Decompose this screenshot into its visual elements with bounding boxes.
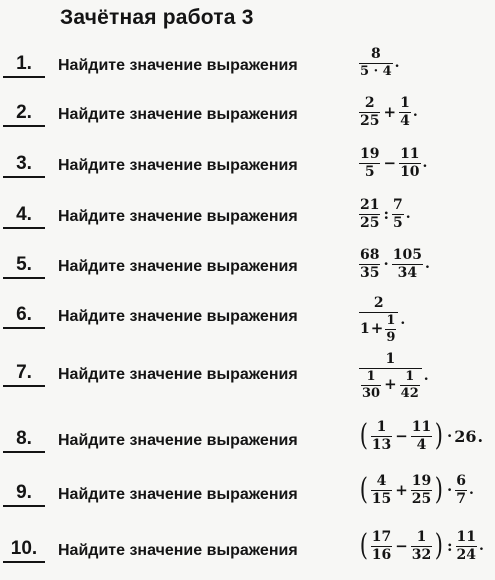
numerator: 1 (366, 368, 376, 384)
number-underline (3, 176, 45, 178)
numerator: 21 (360, 197, 380, 213)
problem-number: 4. (16, 204, 32, 225)
operator: · (383, 255, 389, 274)
math-expression (358, 296, 405, 345)
problem-prompt: Найдите значение выражения (58, 208, 298, 225)
denominator: 4 (416, 436, 427, 453)
right-parenthesis: ) (435, 528, 444, 564)
fraction (385, 314, 396, 345)
period: . (479, 538, 484, 555)
denominator: 5 (364, 163, 375, 180)
operator: + (383, 103, 397, 122)
problem-3 (0, 145, 495, 185)
problem-1 (0, 45, 495, 85)
complex-fraction (359, 352, 422, 401)
numerator: 1 (385, 351, 396, 367)
number-underline (3, 385, 45, 387)
denominator: 34 (397, 264, 418, 281)
fraction (455, 474, 467, 507)
problem-prompt: Найдите значение выражения (58, 432, 298, 449)
fraction (392, 248, 423, 281)
fraction (411, 530, 432, 563)
fraction (392, 198, 404, 231)
problem-number: 7. (16, 362, 32, 383)
left-parenthesis: ( (359, 418, 368, 454)
fraction (371, 474, 392, 507)
problem-prompt: Найдите значение выражения (58, 258, 298, 275)
number-underline (3, 561, 45, 563)
period: . (468, 482, 474, 499)
numerator: 1 (400, 95, 410, 111)
problem-prompt: Найдите значение выражения (58, 57, 298, 74)
fraction (371, 530, 392, 563)
denominator: 7 (456, 490, 466, 507)
operator: : (446, 537, 453, 556)
fraction (456, 530, 477, 563)
problem-number: 2. (16, 102, 32, 123)
right-parenthesis: ) (435, 472, 444, 508)
number-underline (3, 125, 45, 127)
math-expression (358, 147, 427, 180)
fraction (399, 147, 420, 180)
math-expression (358, 198, 411, 231)
numerator: 6 (456, 473, 466, 489)
denominator: 42 (400, 385, 419, 401)
numerator: 1 (376, 419, 387, 435)
fraction (411, 420, 432, 453)
denominator: 25 (360, 112, 380, 129)
operator: · (446, 481, 453, 500)
problem-prompt: Найдите значение выражения (58, 542, 298, 559)
fraction (359, 198, 380, 231)
numerator: 2 (364, 95, 375, 111)
number-underline (3, 76, 45, 78)
number-underline (3, 277, 45, 279)
operator: − (383, 154, 397, 173)
period: . (412, 104, 418, 121)
math-expression (358, 248, 430, 281)
problem-number: 5. (16, 254, 32, 275)
fraction (411, 474, 432, 507)
numerator: 11 (400, 146, 420, 162)
fraction (400, 370, 420, 401)
operator: − (395, 537, 408, 556)
denominator: 15 (371, 490, 392, 507)
problem-prompt: Найдите значение выражения (58, 157, 298, 174)
problem-7 (0, 351, 495, 401)
numerator: 2 (373, 295, 384, 311)
math-expression (358, 530, 484, 563)
numerator: 105 (392, 247, 422, 263)
problem-5 (0, 246, 495, 286)
integer-part: 1 (360, 320, 370, 337)
numerator: 19 (360, 146, 380, 162)
problem-number: 10. (10, 538, 38, 559)
denominator: 32 (411, 546, 432, 563)
denominator: 25 (411, 490, 432, 507)
worksheet-title: Зачётная работа 3 (60, 6, 254, 29)
operator: · (446, 427, 453, 446)
fraction (399, 96, 411, 129)
integer-factor: 26 (454, 426, 477, 446)
problem-prompt: Найдите значение выражения (58, 366, 298, 383)
numerator: 1 (405, 368, 415, 384)
numerator: 17 (371, 529, 392, 545)
denominator: 10 (400, 163, 420, 180)
operator: − (395, 427, 408, 446)
problem-9 (0, 474, 495, 514)
denominator: 16 (371, 546, 392, 563)
problem-number: 9. (16, 482, 32, 503)
fraction (371, 420, 392, 453)
math-expression (358, 420, 483, 453)
operator: : (383, 205, 390, 224)
fraction (361, 370, 381, 401)
numerator: 68 (360, 247, 380, 263)
left-parenthesis: ( (359, 528, 368, 564)
problem-number: 3. (16, 153, 32, 174)
denominator: 5 (393, 214, 403, 231)
fraction (359, 147, 380, 180)
fraction (359, 248, 380, 281)
problem-prompt: Найдите значение выражения (58, 308, 298, 325)
problem-number: 1. (16, 53, 32, 74)
period: . (424, 256, 430, 273)
problem-2 (0, 94, 495, 134)
operator: + (395, 481, 408, 500)
fraction (359, 96, 380, 129)
math-expression (358, 474, 474, 507)
problem-4 (0, 196, 495, 236)
period: . (405, 206, 411, 223)
denominator: 13 (371, 436, 392, 453)
denominator: 4 (400, 112, 410, 129)
right-parenthesis: ) (435, 418, 444, 454)
denominator (359, 370, 422, 401)
number-underline (3, 451, 45, 453)
left-parenthesis: ( (359, 472, 368, 508)
denominator: 25 (360, 214, 380, 231)
numerator: 8 (370, 46, 381, 62)
problem-number: 6. (16, 304, 32, 325)
period: . (422, 155, 428, 172)
period: . (423, 368, 429, 385)
numerator: 4 (376, 473, 387, 489)
problem-8 (0, 420, 495, 460)
problem-10 (0, 530, 495, 570)
denominator: 30 (362, 385, 381, 401)
number-underline (3, 327, 45, 329)
numerator: 7 (393, 197, 403, 213)
problem-prompt: Найдите значение выражения (58, 106, 298, 123)
problem-6 (0, 295, 495, 345)
number-underline (3, 227, 45, 229)
fraction (359, 47, 393, 79)
denominator: 9 (386, 329, 396, 345)
number-underline (3, 505, 45, 507)
numerator: 11 (411, 419, 432, 435)
numerator: 19 (411, 473, 432, 489)
period: . (400, 312, 406, 329)
problem-number: 8. (16, 428, 32, 449)
complex-fraction (359, 296, 398, 345)
numerator: 11 (456, 529, 477, 545)
operator: + (370, 319, 384, 338)
numerator: 1 (386, 312, 396, 328)
math-expression (358, 96, 418, 129)
math-expression (358, 352, 429, 401)
numerator: 1 (416, 529, 427, 545)
denominator (359, 314, 398, 345)
denominator: 24 (456, 546, 477, 563)
problem-prompt: Найдите значение выражения (58, 486, 298, 503)
math-expression (358, 47, 400, 79)
operator: + (384, 375, 397, 394)
period: . (477, 426, 484, 446)
denominator: 5 · 4 (360, 63, 392, 79)
period: . (394, 54, 400, 71)
denominator: 35 (360, 264, 380, 281)
